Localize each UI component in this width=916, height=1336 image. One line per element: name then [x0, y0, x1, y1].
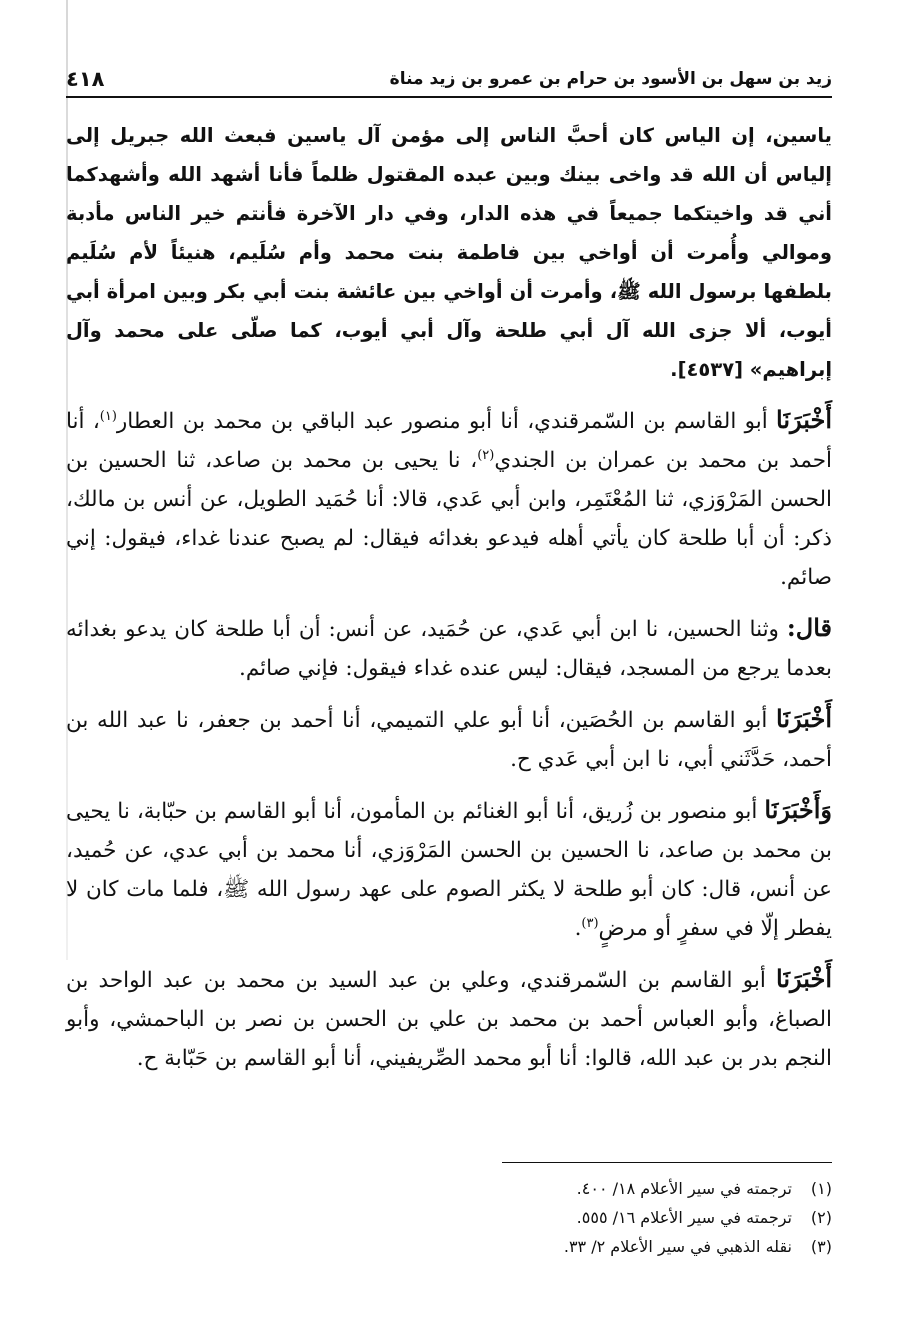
- paragraph-text: أبو القاسم بن السّمرقندي، أنا أبو منصور عبد الباقي بن محمد بن العطار: [116, 409, 777, 434]
- paragraph-text: أبو القاسم بن السّمرقندي، وعلي بن عبد السيد بن محمد بن عبد الواحد بن الصباغ، وأبو العباس أحمد بن محمد بن علي بن الحسن بن نصر بن الباحمشي، وأبو النجم بدر بن عبد الله، قالوا: أنا أبو محمد الصِّريفيني، أنا أبو القاسم بن حَبّابة ح.: [66, 968, 832, 1071]
- footnote-divider: [502, 1162, 832, 1163]
- footnote-text: نقله الذهبي في سير الأعلام ٢/ ٣٣.: [563, 1237, 792, 1256]
- paragraph-text: أبو القاسم بن الحُصَين، أنا أبو علي التميمي، أنا أحمد بن جعفر، نا عبد الله بن أحمد، حَدَّثَني أبي، نا ابن أبي عَدي ح.: [66, 708, 832, 772]
- footnotes: [272, 1174, 832, 1261]
- paragraph-text: وثنا الحسين، نا ابن أبي عَدي، عن حُمَيد، عن أنس: أن أبا طلحة كان يدعو بغدائه بعدما يرجع من المسجد، فيقال: ليس عنده غداء فيقول: فإني صائم.: [66, 617, 832, 681]
- paragraph-text: ، نا يحيى بن محمد بن صاعد، ثنا الحسين بن الحسن المَرْوَزي، ثنا المُعْتَمِر، وابن أبي عَدي، قالا: أنا حُمَيد الطويل، عن أنس بن مالك، ذكر: أن أبا طلحة كان يأتي أهله فيدعو بغدائه فيقال: لم يصبح عندنا غداء، فيقول: إني صائم.: [66, 448, 832, 590]
- isnad-lead-word: أَخْبَرَنَا: [776, 964, 832, 993]
- isnad-lead-word: قال:: [786, 613, 832, 642]
- paragraph-text: ، أنا أحمد بن محمد بن عمران بن الجندي: [66, 409, 832, 473]
- footnote-number: (٣): [810, 1237, 832, 1256]
- footnote-number: (٢): [810, 1208, 832, 1227]
- footnote-text: ترجمته في سير الأعلام ١٦/ ٥٥٥.: [576, 1208, 792, 1227]
- footnote-number: (١): [810, 1179, 832, 1198]
- footnote-ref-1[interactable]: (١): [99, 408, 117, 424]
- isnad-lead-word: أَخْبَرَنَا: [776, 704, 832, 733]
- footnote-1: [272, 1174, 832, 1203]
- main-text: [66, 116, 832, 1089]
- paragraph-hadith-quote: ياسين، إن الياس كان أحبَّ الناس إلى مؤمن آل ياسين فبعث الله جبريل إلى إلياس أن الله قد واخى بينك وبين عبده المقتول ظلماً فأنا أشهد الله وأشهدكما أني قد واخيتكما جميعاً في هذه الدار، وفي دار الآخرة فأنتم خير الناس مأدبة وموالي وأُمرت أن أواخي بين فاطمة بنت محمد وأم سُلَيم، هنيئاً لأم سُلَيم بلطفها برسول الله ﷺ، وأمرت أن أواخي بين عائشة بنت أبي بكر وبين امرأة أبي أيوب، ألا جزى الله آل أبي طلحة وآل أبي أيوب، كما صلّى على محمد وآل إبراهيم» [٤٥٣٧].: [66, 124, 832, 381]
- paragraph-isnad-2: [66, 608, 832, 688]
- paragraph-isnad-5: [66, 959, 832, 1078]
- isnad-lead-word: أَخْبَرَنَا: [776, 405, 832, 434]
- footnote-ref-3[interactable]: (٣): [581, 915, 599, 931]
- footnote-3: [272, 1232, 832, 1261]
- paragraph-text: أبو منصور بن زُريق، أنا أبو الغنائم بن المأمون، أنا أبو القاسم بن حبّابة، نا يحيى بن محمد بن صاعد، نا الحسين بن الحسن المَرْوَزي، أنا محمد بن أبي عدي، عن حُميد، عن أنس، قال: كان أبو طلحة لا يكثر الصوم على عهد رسول الله ﷺ، فلما مات كان لا يفطر إلّا في سفرٍ أو مرضٍ: [66, 799, 832, 941]
- footnote-ref-2[interactable]: (٢): [477, 447, 495, 463]
- footnote-2: [272, 1203, 832, 1232]
- isnad-lead-word: وَأَخْبَرَنَا: [764, 795, 832, 824]
- paragraph-isnad-1: [66, 400, 832, 597]
- paragraph-isnad-4: [66, 790, 832, 948]
- running-title: زيد بن سهل بن الأسود بن حرام بن عمرو بن زيد مناة: [389, 69, 832, 89]
- page-number: ٤١٨: [66, 67, 105, 91]
- paragraph-isnad-3: [66, 699, 832, 779]
- running-header: [66, 62, 832, 98]
- footnote-text: ترجمته في سير الأعلام ١٨/ ٤٠٠.: [576, 1179, 792, 1198]
- paragraph-text: .: [574, 916, 582, 941]
